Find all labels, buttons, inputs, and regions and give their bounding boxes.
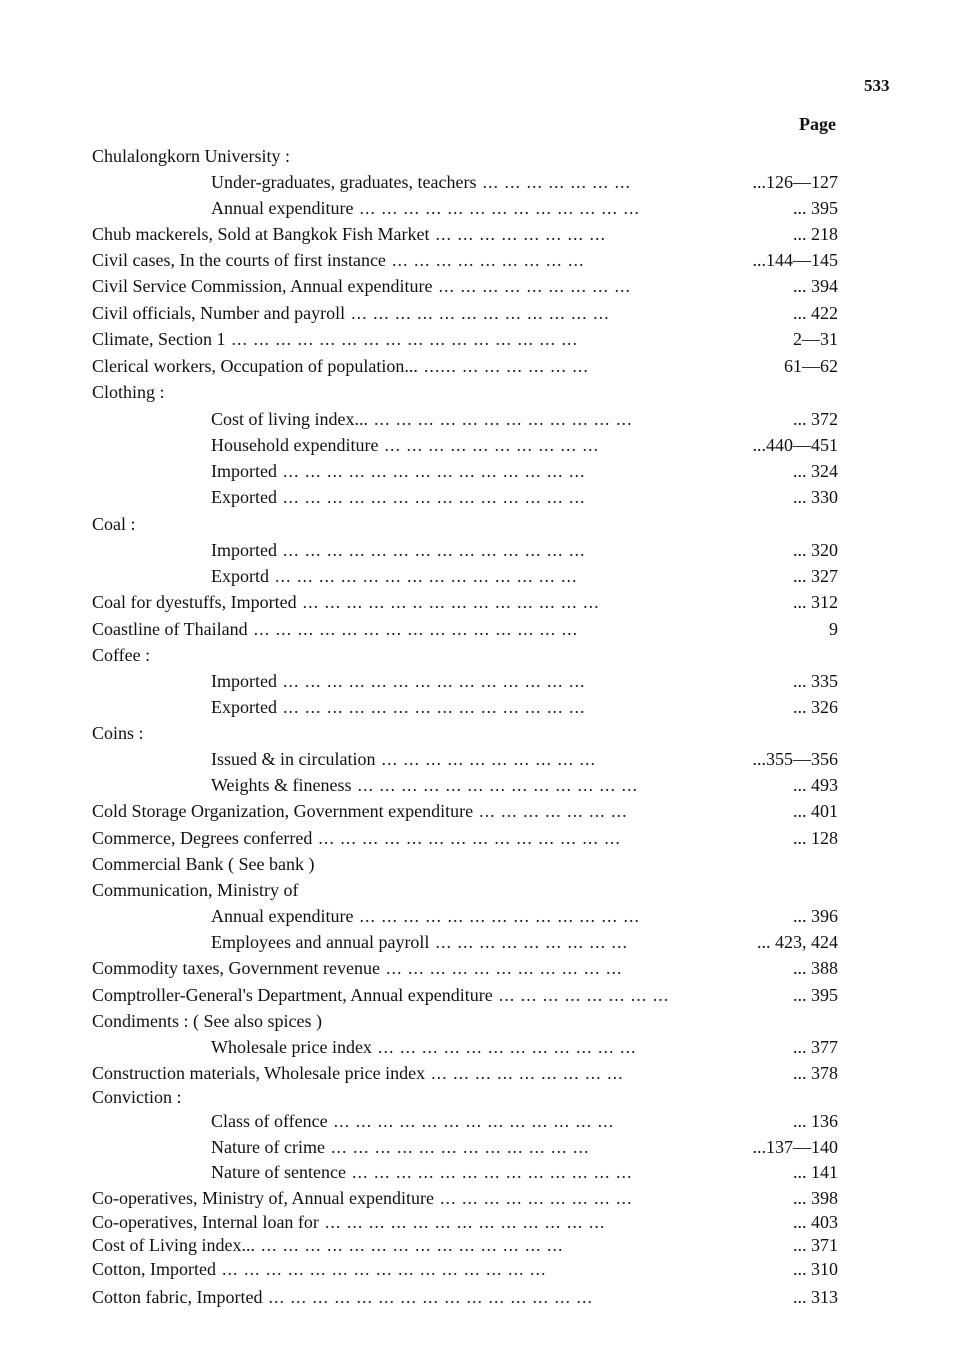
entry-label: Annual expenditure [211,198,354,218]
index-entry [92,223,838,245]
dot-leader: ... ... ... ... ... ... ... ... ... ... ... ... ... [357,775,639,795]
entry-page-reference: ... 312 [793,592,838,612]
dot-leader: ... ... ... ... ... ... ... ... ... ... ... ... ... ... ... ... [231,329,578,349]
entry-label: Exported [211,487,277,507]
dot-leader: ... ... ... ... ... ... ... ... ... ... ... ... [351,303,610,323]
dot-leader: ...... ... ... ... ... ... ... [423,356,589,376]
entry-label: Cotton fabric, Imported [92,1287,263,1307]
index-entry [92,355,838,377]
entry-label: Cost of Living index... [92,1235,255,1255]
entry-label: Commodity taxes, Government revenue [92,958,380,978]
index-subentry [211,539,838,561]
entry-label: Coffee : [92,645,151,665]
entry-label: Nature of sentence [211,1162,346,1182]
entry-label: Co-operatives, Ministry of, Annual expenditure [92,1188,434,1208]
dot-leader: ... ... ... ... ... ... ... ... ... ... ... ... ... ... [282,671,586,691]
index-entry [92,1258,838,1280]
entry-label: Co-operatives, Internal loan for [92,1212,319,1232]
index-subentry [211,1036,838,1058]
index-entry [92,984,838,1006]
dot-leader: ... ... ... ... ... ... ... ... [435,224,606,244]
dot-leader: ... ... ... ... ... ... ... ... ... ... ... ... [330,1137,590,1157]
entry-label: Clothing : [92,382,165,402]
dot-leader: ... ... ... ... ... ... ... ... ... ... ... ... ... [359,198,640,218]
entry-label: Cold Storage Organization, Government expenditure [92,801,474,821]
index-entry [92,827,838,849]
entry-page-reference: ... 378 [793,1063,838,1083]
entry-label: Imported [211,461,277,481]
index-entry [92,1062,838,1084]
entry-page-reference: ... 330 [793,487,838,507]
index-entry [92,1010,322,1032]
index-entry [92,800,838,822]
dot-leader: ... ... ... ... ... ... ... ... ... ... ... ... ... ... [282,697,586,717]
entry-page-reference: ... 320 [793,540,838,560]
entry-page-reference: 2—31 [793,329,838,349]
entry-label: Under-graduates, graduates, teachers [211,172,477,192]
entry-label: Cost of living index... [211,409,368,429]
index-entry [92,381,165,403]
entry-label: Commercial Bank ( See bank ) [92,854,315,874]
entry-page-reference: ... 395 [793,198,838,218]
entry-page-reference: ... 335 [793,671,838,691]
index-entry [92,644,150,666]
entry-label: Exportd [211,566,269,586]
entry-page-reference: ... 377 [793,1037,838,1057]
index-subentry [211,696,838,718]
dot-leader: ... ... ... ... ... ... ... ... ... [431,1063,624,1083]
entry-page-reference: ...440—451 [752,435,838,455]
index-entry [92,513,136,535]
index-subentry [211,774,838,796]
entry-label: Class of offence [211,1111,328,1131]
entry-page-reference: ... 371 [793,1235,838,1255]
entry-page-reference: ... 394 [793,276,838,296]
dot-leader: ... ... ... ... ... ... ... [482,172,632,192]
entry-label: Comptroller-General's Department, Annual expenditure [92,985,493,1005]
dot-leader: ... ... ... ... ... ... ... ... ... ... [384,435,599,455]
entry-page-reference: ... 422 [793,303,838,323]
entry-page-reference: ... 326 [793,697,838,717]
dot-leader: ... ... ... ... ... ... ... ... ... ... ... ... ... [324,1212,606,1232]
page-number: 533 [864,76,890,95]
entry-label: Weights & fineness [211,775,352,795]
index-entry [92,1187,838,1209]
entry-label: Coastline of Thailand [92,619,248,639]
entry-label: Exported [211,697,277,717]
dot-leader: ... ... ... ... ... ... ... ... ... ... ... ... ... ... [275,566,578,586]
dot-leader: ... ... ... ... ... ... ... ... ... ... ... ... ... ... [318,828,621,848]
entry-page-reference: ... 136 [793,1111,838,1131]
entry-page-reference: ... 372 [793,409,838,429]
entry-page-reference: ... 327 [793,566,838,586]
index-subentry [211,460,838,482]
entry-label: Cotton, Imported [92,1259,216,1279]
entry-label: Coins : [92,723,144,743]
dot-leader: ... ... ... ... ... .. ... ... ... ... ... ... ... ... [302,592,600,612]
index-entry [92,1286,838,1308]
entry-page-reference: ... 141 [793,1162,838,1182]
entry-page-reference: ... 395 [793,985,838,1005]
page-column-header: Page [799,114,836,134]
dot-leader: ... ... ... ... ... ... ... ... ... ... ... ... ... ... [282,487,586,507]
index-entry [92,853,314,875]
index-entry [92,591,838,613]
entry-label: Nature of crime [211,1137,325,1157]
index-entry [92,1234,838,1256]
dot-leader: ... ... ... ... ... ... ... ... ... ... ... [385,958,623,978]
entry-page-reference: ... 388 [793,958,838,978]
entry-page-reference: ... 218 [793,224,838,244]
entry-label: Wholesale price index [211,1037,372,1057]
entry-label: Commerce, Degrees conferred [92,828,313,848]
entry-label: Imported [211,671,277,691]
entry-label: Issued & in circulation [211,749,376,769]
entry-page-reference: 61—62 [784,356,838,376]
entry-page-reference: ... 313 [793,1287,838,1307]
dot-leader: ... ... ... ... ... ... ... ... ... ... ... ... ... [351,1162,633,1182]
entry-label: Employees and annual payroll [211,932,430,952]
index-entry [92,957,838,979]
entry-label: Coal for dyestuffs, Imported [92,592,297,612]
entry-page-reference: ... 310 [793,1259,838,1279]
entry-page-reference: ... 423, 424 [757,932,838,952]
entry-label: Conviction : [92,1087,182,1107]
index-subentry [211,1161,838,1183]
dot-leader: ... ... ... ... ... ... ... [479,801,628,821]
index-entry [92,618,838,640]
entry-label: Clerical workers, Occupation of population... [92,356,418,376]
entry-label: Household expenditure [211,435,379,455]
entry-label: Condiments : ( See also spices ) [92,1011,322,1031]
dot-leader: ... ... ... ... ... ... ... ... ... ... ... ... [374,409,633,429]
entry-label: Civil cases, In the courts of first instance [92,250,386,270]
dot-leader: ... ... ... ... ... ... ... ... ... ... ... ... ... ... [282,540,586,560]
dot-leader: ... ... ... ... ... ... ... ... ... ... ... ... ... [333,1111,615,1131]
index-subentry [211,905,838,927]
dot-leader: ... ... ... ... ... ... ... ... ... ... ... ... ... ... [282,461,586,481]
entry-page-reference: ...126—127 [752,172,838,192]
dot-leader: ... ... ... ... ... ... ... ... ... [439,1188,633,1208]
entry-label: Coal : [92,514,136,534]
index-subentry [211,408,838,430]
index-subentry [211,748,838,770]
dot-leader: ... ... ... ... ... ... ... ... [498,985,670,1005]
index-subentry [211,670,838,692]
dot-leader: ... ... ... ... ... ... ... ... ... [438,276,631,296]
entry-label: Civil officials, Number and payroll [92,303,346,323]
entry-label: Civil Service Commission, Annual expenditure [92,276,433,296]
entry-page-reference: ...355—356 [752,749,838,769]
index-subentry [211,565,838,587]
entry-label: Construction materials, Wholesale price index [92,1063,426,1083]
index-entry [92,302,838,324]
index-subentry [211,1110,838,1132]
dot-leader: ... ... ... ... ... ... ... ... ... ... ... ... [377,1037,637,1057]
entry-page-reference: ... 401 [793,801,838,821]
entry-label: Chulalongkorn University : [92,146,290,166]
entry-label: Chub mackerels, Sold at Bangkok Fish Market [92,224,430,244]
entry-page-reference: ...137—140 [752,1137,838,1157]
dot-leader: ... ... ... ... ... ... ... ... ... ... ... ... ... ... ... [268,1287,593,1307]
entry-label: Imported [211,540,277,560]
entry-label: Communication, Ministry of [92,880,299,900]
dot-leader: ... ... ... ... ... ... ... ... ... ... ... ... ... ... ... [222,1259,547,1279]
index-entry [92,722,144,744]
index-entry [92,1211,838,1233]
index-entry [92,275,838,297]
dot-leader: ... ... ... ... ... ... ... ... ... ... ... ... ... ... [261,1235,564,1255]
index-subentry [211,931,838,953]
entry-page-reference: 9 [829,619,838,639]
index-entry [92,328,838,350]
index-entry [92,145,290,167]
index-subentry [211,434,838,456]
entry-page-reference: ... 403 [793,1212,838,1232]
index-subentry [211,486,838,508]
index-entry [92,879,299,901]
entry-page-reference: ... 324 [793,461,838,481]
entry-page-reference: ... 398 [793,1188,838,1208]
dot-leader: ... ... ... ... ... ... ... ... ... [391,250,585,270]
entry-page-reference: ... 396 [793,906,838,926]
entry-page-reference: ... 128 [793,828,838,848]
entry-label: Annual expenditure [211,906,354,926]
dot-leader: ... ... ... ... ... ... ... ... ... ... [381,749,596,769]
index-entry [92,249,838,271]
dot-leader: ... ... ... ... ... ... ... ... ... ... ... ... ... [359,906,640,926]
dot-leader: ... ... ... ... ... ... ... ... ... [435,932,628,952]
index-subentry [211,1136,838,1158]
index-subentry [211,197,838,219]
entry-label: Climate, Section 1 [92,329,226,349]
dot-leader: ... ... ... ... ... ... ... ... ... ... ... ... ... ... ... [253,619,579,639]
index-subentry [211,171,838,193]
entry-page-reference: ... 493 [793,775,838,795]
entry-page-reference: ...144—145 [752,250,838,270]
index-entry [92,1086,182,1108]
